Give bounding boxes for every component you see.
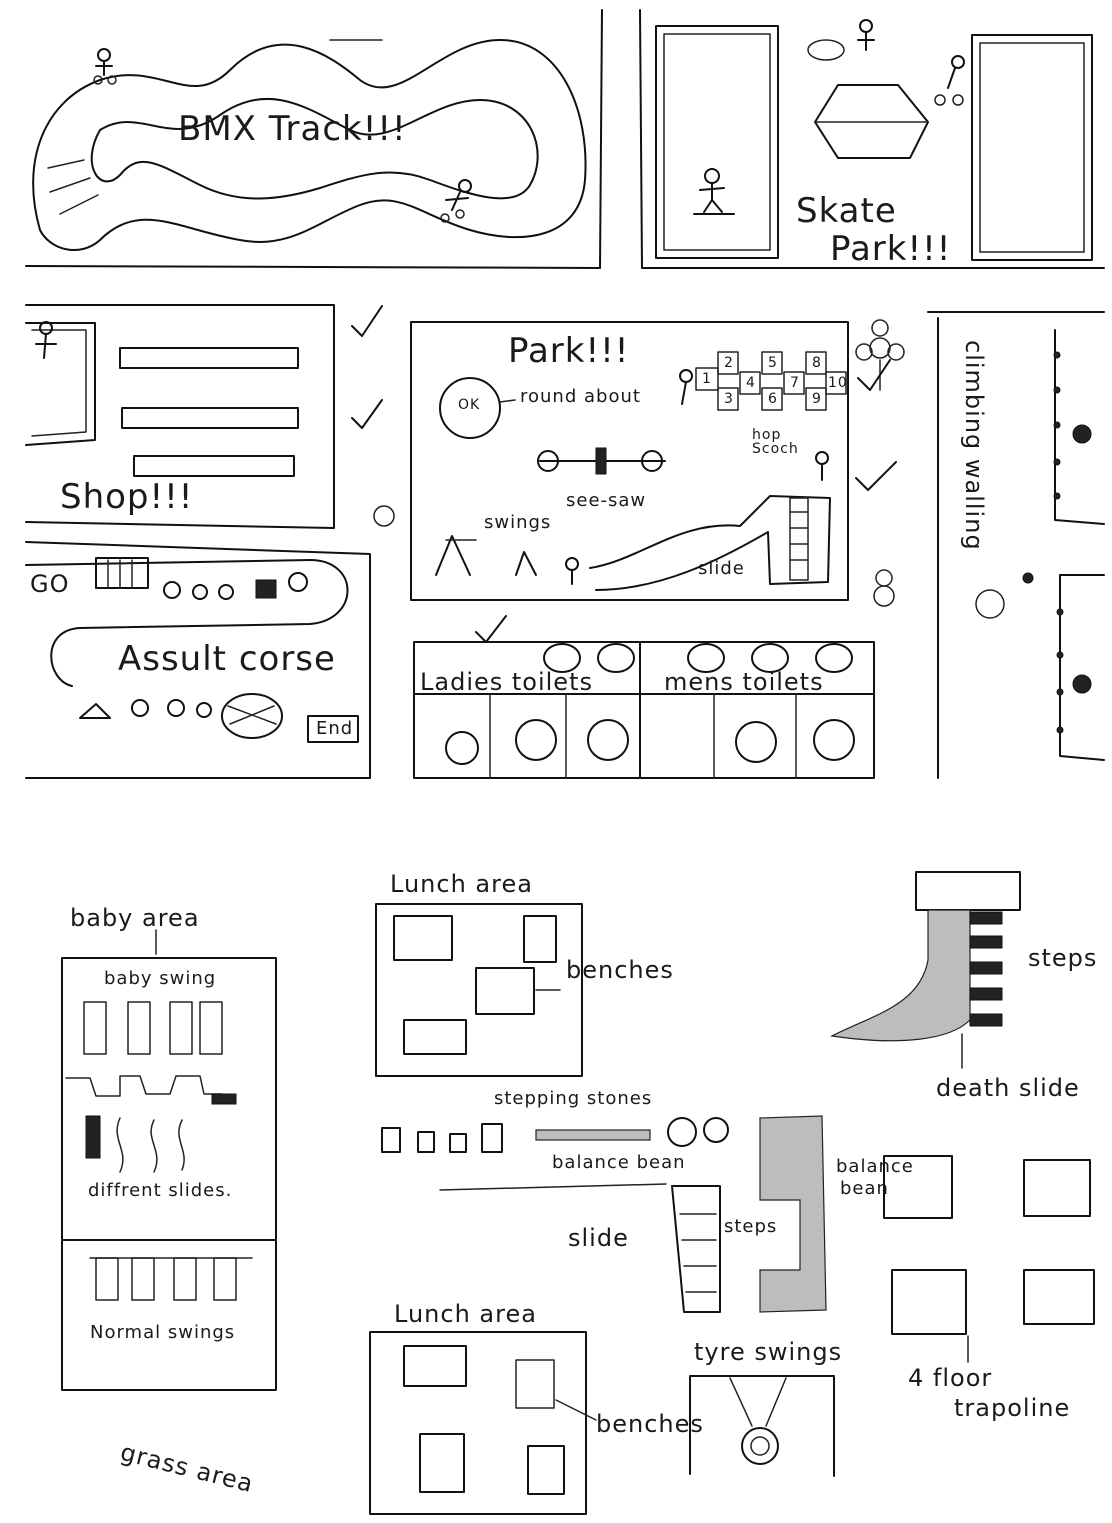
- climbing-wall-title: climbing walling: [960, 340, 988, 551]
- balance-beam-2-line2: bean: [840, 1178, 889, 1199]
- slide-label: slide: [698, 558, 745, 579]
- ladies-toilets-label: Ladies toilets: [420, 668, 593, 696]
- obstacle-slide-label: slide: [568, 1224, 629, 1252]
- hopscotch-number-9: 9: [812, 391, 822, 407]
- balance-beam-1-label: balance bean: [552, 1152, 686, 1173]
- assault-course-title: Assult corse: [118, 639, 336, 679]
- shop-title: Shop!!!: [60, 477, 194, 517]
- grass-area-label: grass area: [117, 1438, 257, 1499]
- mens-toilets-label: mens toilets: [664, 668, 824, 696]
- swings-label: swings: [484, 512, 552, 533]
- seesaw-label: see-saw: [566, 490, 647, 511]
- death-slide-steps-label: steps: [1028, 944, 1098, 972]
- trampolines-drawing: [884, 1156, 1094, 1362]
- death-slide-title: death slide: [936, 1074, 1080, 1102]
- hopscotch-number-4: 4: [746, 375, 756, 391]
- skate-park-title-line1: Skate: [796, 191, 897, 231]
- hopscotch-number-3: 3: [724, 391, 734, 407]
- lunch-area-bottom-title: Lunch area: [394, 1300, 537, 1328]
- climbing-wall-drawing: [928, 312, 1104, 778]
- baby-area-title: baby area: [70, 904, 200, 932]
- death-slide-drawing: [832, 872, 1020, 1068]
- toilets-drawing: [414, 616, 874, 778]
- trampoline-label-line2: trapoline: [954, 1394, 1071, 1422]
- baby-area-drawing: [62, 930, 276, 1390]
- park-drawing: [374, 320, 904, 606]
- tyre-swings-label: tyre swings: [694, 1338, 843, 1366]
- hopscotch-label: hop Scoch: [752, 427, 799, 457]
- stepping-stones-label: stepping stones: [494, 1088, 653, 1109]
- roundabout-mark: OK: [458, 397, 481, 413]
- hopscotch-number-8: 8: [812, 355, 822, 371]
- obstacle-steps-label: steps: [724, 1216, 778, 1237]
- lunch-area-top-drawing: [376, 904, 582, 1076]
- lunch-area-bottom-benches: benches: [596, 1410, 704, 1438]
- different-slides-label: diffrent slides.: [88, 1180, 233, 1201]
- hopscotch-number-7: 7: [790, 375, 800, 391]
- lunch-area-top-title: Lunch area: [390, 870, 533, 898]
- assault-course-end: End: [316, 718, 354, 739]
- trampoline-label-line1: 4 floor: [908, 1364, 993, 1392]
- hopscotch-number-2: 2: [724, 355, 734, 371]
- hopscotch-number-6: 6: [768, 391, 778, 407]
- assault-course-start: GO: [30, 570, 70, 598]
- hopscotch-number-5: 5: [768, 355, 778, 371]
- lunch-area-bottom-drawing: [370, 1332, 596, 1514]
- roundabout-label: round about: [520, 386, 641, 407]
- hopscotch-number-10: 10: [828, 375, 848, 391]
- baby-swing-label: baby swing: [104, 968, 217, 989]
- lunch-area-top-benches: benches: [566, 956, 674, 984]
- park-title: Park!!!: [508, 331, 630, 371]
- bmx-track-title: BMX Track!!!: [178, 109, 407, 149]
- balance-beam-2-line1: balance: [836, 1156, 914, 1177]
- hopscotch-number-1: 1: [702, 371, 712, 387]
- normal-swings-label: Normal swings: [90, 1322, 236, 1343]
- skate-park-title-line2: Park!!!: [830, 229, 952, 269]
